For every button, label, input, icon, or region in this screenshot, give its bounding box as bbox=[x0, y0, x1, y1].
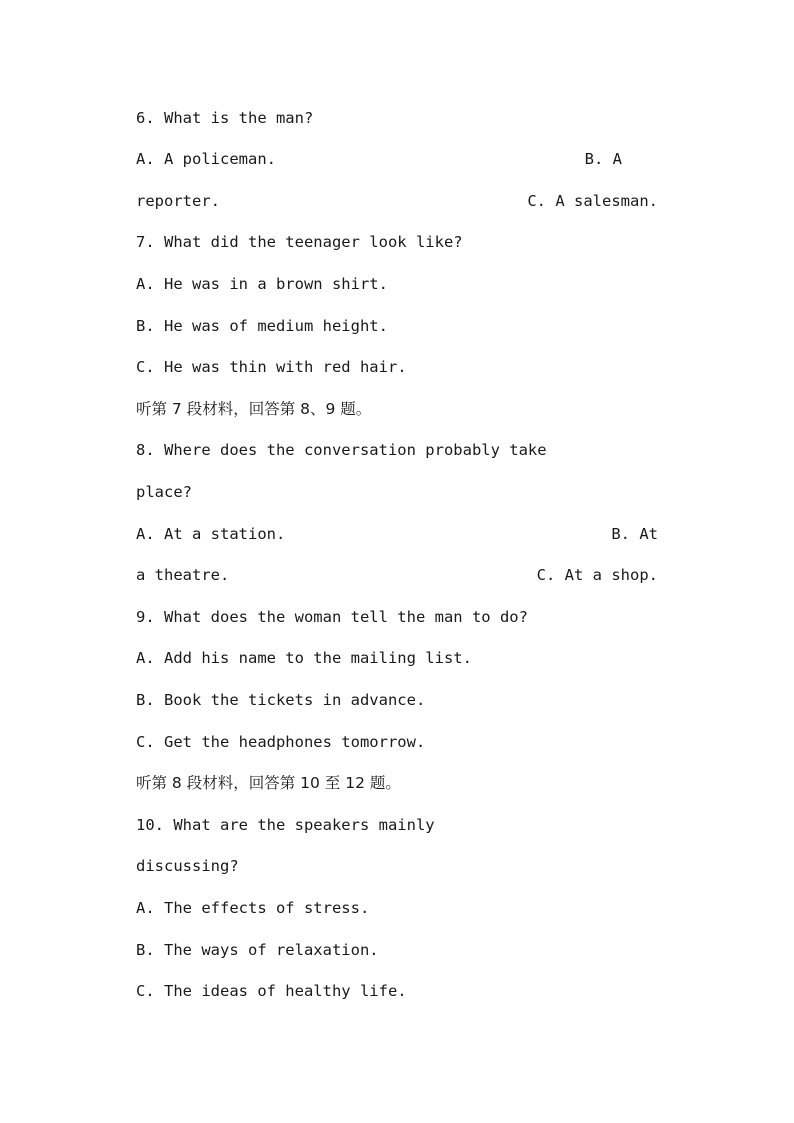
question-9-stem: 9. What does the woman tell the man to do? bbox=[136, 608, 528, 626]
question-8-option-b: B. At bbox=[611, 525, 658, 543]
question-8-option-c: C. At a shop. bbox=[536, 566, 658, 584]
question-10-stem: 10. What are the speakers mainly bbox=[136, 816, 435, 834]
section-7-heading: 听第 7 段材料，回答第 8、9 题。 bbox=[136, 400, 372, 418]
question-6-options-row-2 bbox=[136, 189, 658, 213]
question-10-option-a: A. The effects of stress. bbox=[136, 899, 370, 917]
section-8-heading: 听第 8 段材料，回答第 10 至 12 题。 bbox=[136, 774, 401, 792]
question-10-stem-continued: discussing? bbox=[136, 857, 239, 875]
question-6-option-b-continued: reporter. bbox=[136, 192, 220, 210]
question-8-option-b-continued: a theatre. bbox=[136, 566, 230, 584]
question-6-stem: 6. What is the man? bbox=[136, 109, 314, 127]
question-6-option-b: B. A bbox=[584, 150, 622, 168]
question-7-stem: 7. What did the teenager look like? bbox=[136, 233, 463, 251]
question-8-stem-continued: place? bbox=[136, 483, 192, 501]
question-9-option-b: B. Book the tickets in advance. bbox=[136, 691, 426, 709]
question-7-option-b: B. He was of medium height. bbox=[136, 317, 388, 335]
question-8-stem: 8. Where does the conversation probably take bbox=[136, 441, 547, 459]
question-8-options-row-2 bbox=[136, 563, 658, 587]
question-8-options-row-1 bbox=[136, 522, 658, 546]
question-9-option-c: C. Get the headphones tomorrow. bbox=[136, 733, 426, 751]
question-9-option-a: A. Add his name to the mailing list. bbox=[136, 649, 472, 667]
question-10-option-c: C. The ideas of healthy life. bbox=[136, 982, 407, 1000]
question-7-option-c: C. He was thin with red hair. bbox=[136, 358, 407, 376]
question-6-option-a: A. A policeman. bbox=[136, 150, 276, 168]
question-7-option-a: A. He was in a brown shirt. bbox=[136, 275, 388, 293]
question-6-options-row-1 bbox=[136, 147, 658, 171]
question-10-option-b: B. The ways of relaxation. bbox=[136, 941, 379, 959]
question-8-option-a: A. At a station. bbox=[136, 525, 286, 543]
question-6-option-c: C. A salesman. bbox=[527, 192, 658, 210]
